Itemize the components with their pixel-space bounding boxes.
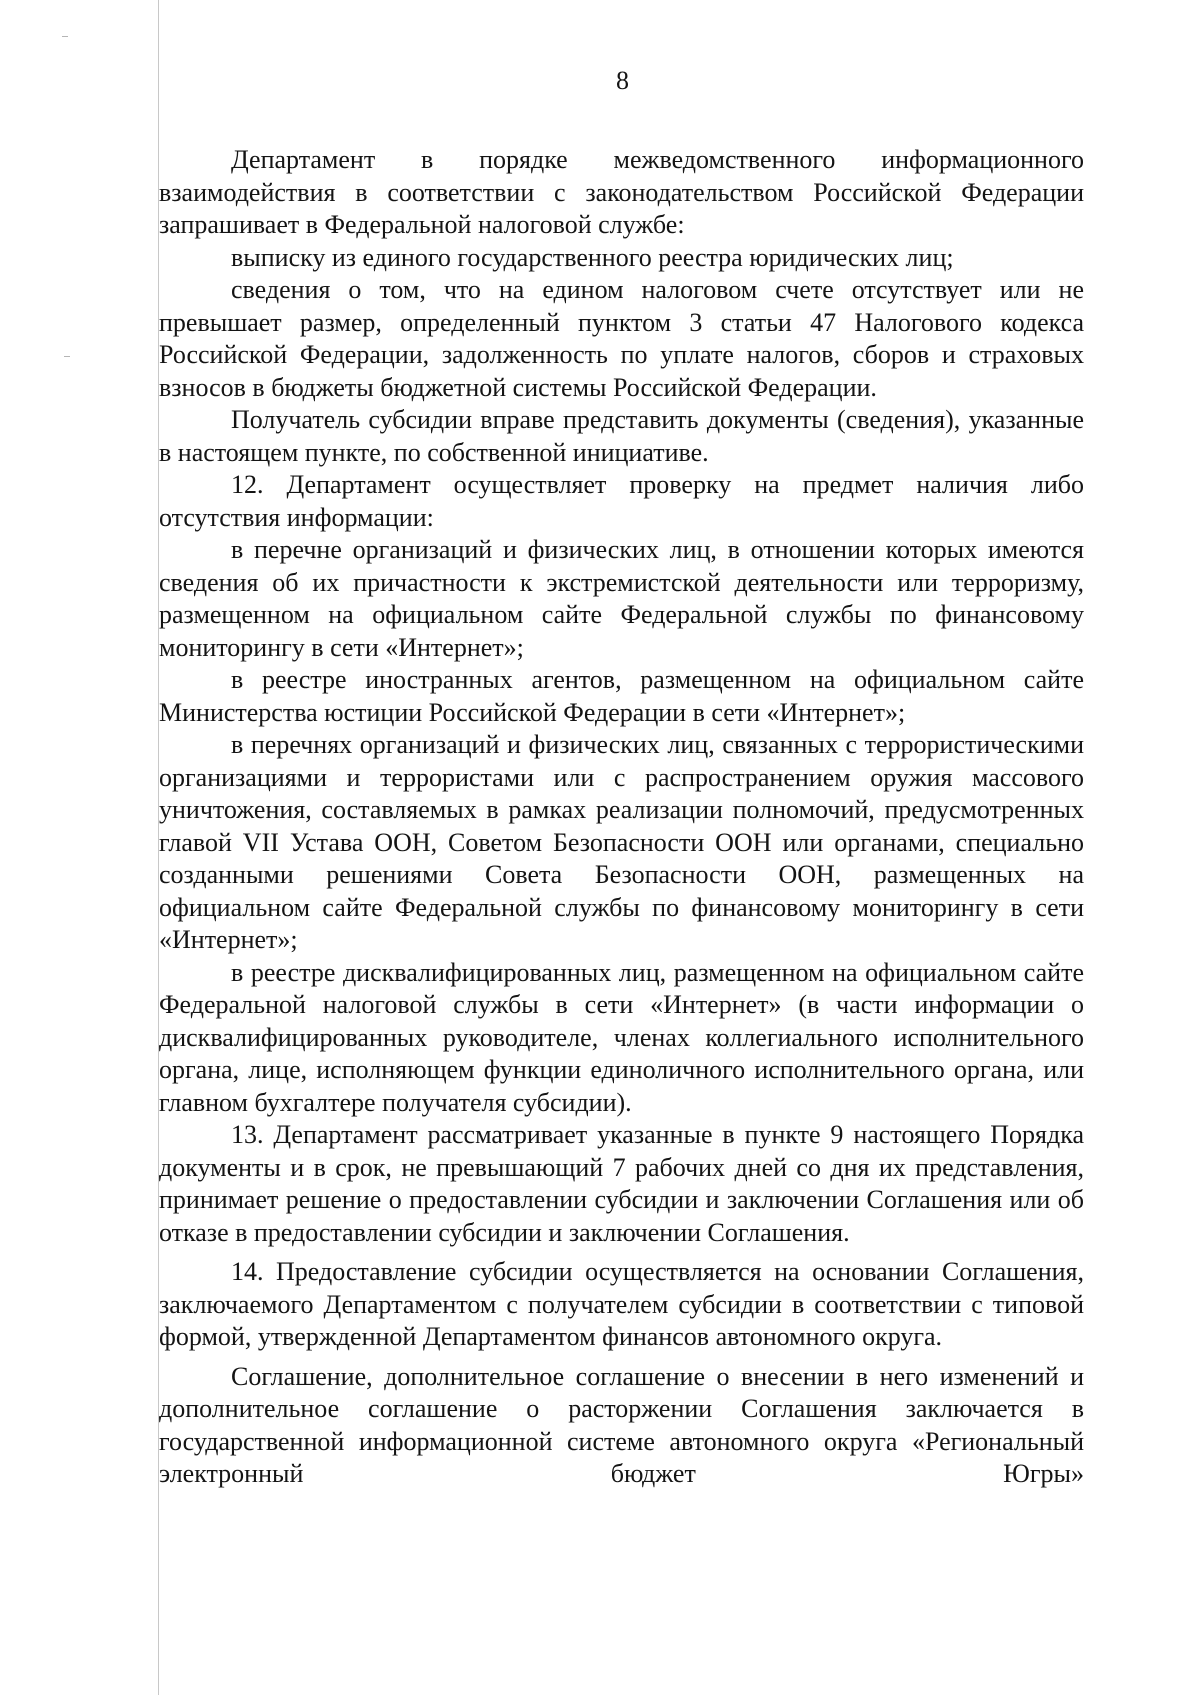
document-body bbox=[159, 144, 1084, 1491]
paragraph-7: в реестре иностранных агентов, размещенном на официальном сайте Министерства юстиции Российской Федерации в сети «Интернет»; bbox=[159, 665, 1084, 727]
paragraph-2: выписку из единого государственного реестра юридических лиц; bbox=[231, 242, 954, 272]
paragraph-3: сведения о том, что на едином налоговом счете отсутствует или не превышает размер, определенный пунктом 3 статьи 47 Налогового кодекса Российской Федерации, задолженность по уплате налогов, сборов и страховых взносов в бюджеты бюджетной системы Российской Федерации. bbox=[159, 275, 1084, 402]
paragraph-1: Департамент в порядке межведомственного информационного взаимодействия в соответствии с законодательством Российской Федерации запрашивает в Федеральной налоговой службе: bbox=[159, 145, 1084, 239]
paragraph-12: Соглашение, дополнительное соглашение о внесении в него изменений и дополнительное соглашение о расторжении Соглашения заключается в государственной информационной системе автономного округа «Региональный электронный бюджет Югры» bbox=[159, 1361, 1084, 1488]
paragraph-8: в перечнях организаций и физических лиц, связанных с террористическими организациями и террористами или с распространением оружия массового уничтожения, составляемых в рамках реализации полномочий, предусмотренных главой VII Устава ООН, Советом Безопасности ООН или органами, специально созданными решениями Совета Безопасности ООН, размещенных на официальном сайте Федеральной службы по финансовому мониторингу в сети «Интернет»; bbox=[159, 730, 1084, 954]
paragraph-6: в перечне организаций и физических лиц, в отношении которых имеются сведения об их причастности к экстремистской деятельности или терроризму, размещенном на официальном сайте Федеральной службы по финансовому мониторингу в сети «Интернет»; bbox=[159, 535, 1084, 662]
paragraph-10: 13. Департамент рассматривает указанные в пункте 9 настоящего Порядка документы и в срок, не превышающий 7 рабочих дней со дня их представления, принимает решение о предоставлении субсидии и заключении Соглашения или об отказе в предоставлении субсидии и заключении Соглашения. bbox=[159, 1120, 1084, 1247]
paragraph-11: 14. Предоставление субсидии осуществляется на основании Соглашения, заключаемого Департаментом с получателем субсидии в соответствии с типовой формой, утвержденной Департаментом финансов автономного округа. bbox=[159, 1257, 1084, 1351]
page-number: 8 bbox=[616, 66, 629, 95]
paragraph-4: Получатель субсидии вправе представить документы (сведения), указанные в настоящем пункте, по собственной инициативе. bbox=[159, 405, 1084, 467]
scan-mark bbox=[64, 356, 70, 357]
paragraph-9: в реестре дисквалифицированных лиц, размещенном на официальном сайте Федеральной налоговой службы в сети «Интернет» (в части информации о дисквалифицированных руководителе, членах коллегиального исполнительного органа, лице, исполняющем функции единоличного исполнительного органа, или главном бухгалтере получателя субсидии). bbox=[159, 957, 1084, 1117]
paragraph-5: 12. Департамент осуществляет проверку на предмет наличия либо отсутствия информации: bbox=[159, 470, 1084, 532]
scan-mark bbox=[62, 36, 68, 37]
